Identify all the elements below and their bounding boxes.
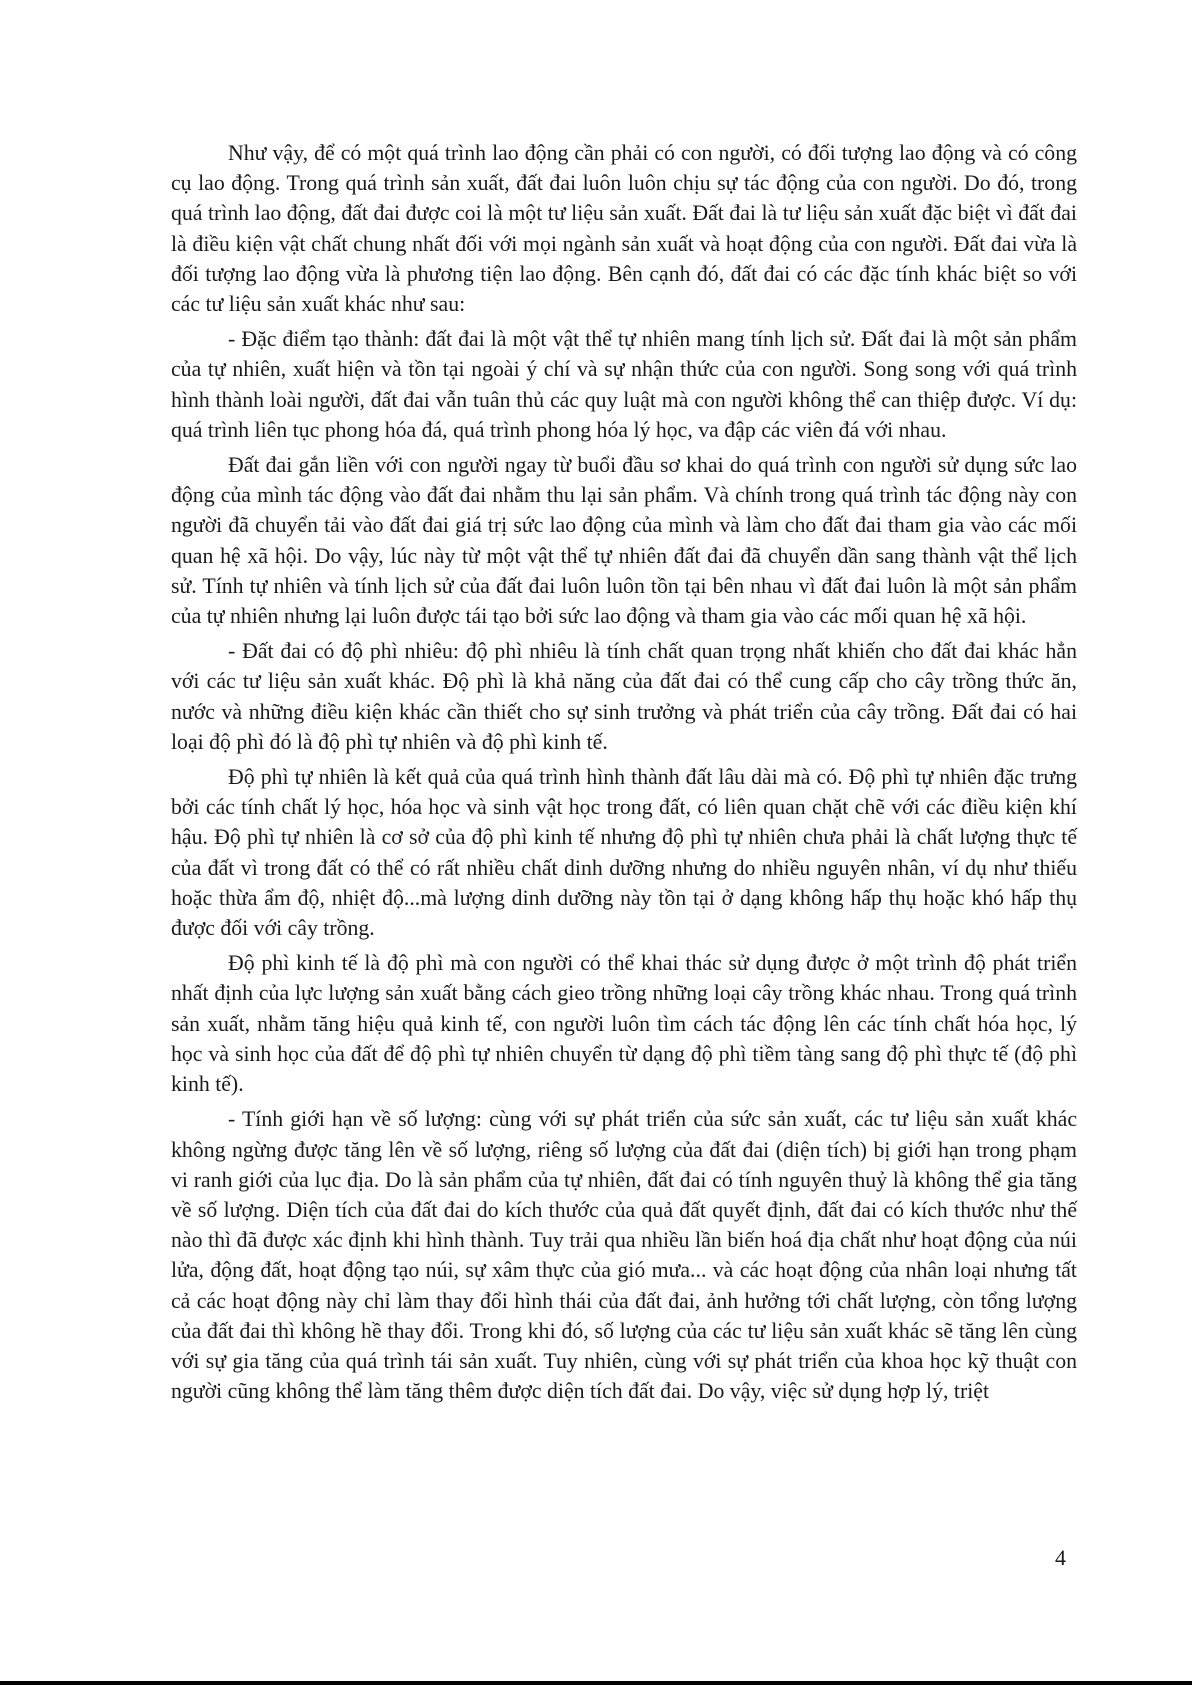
paragraph: Như vậy, để có một quá trình lao động cần phải có con người, có đối tượng lao động và có công cụ lao động. Trong quá trình sản xuất, đất đai luôn luôn chịu sự tác động của con người. Do đó, trong quá trình lao động, đất đai được coi là một tư liệu sản xuất. Đất đai là tư liệu sản xuất đặc biệt vì đất đai là điều kiện vật chất chung nhất đối với mọi ngành sản xuất và hoạt động của con người. Đất đai vừa là đối tượng lao động vừa là phương tiện lao động. Bên cạnh đó, đất đai có các đặc tính khác biệt so với các tư liệu sản xuất khác như sau:	[171, 141, 1077, 317]
paragraph: - Đặc điểm tạo thành: đất đai là một vật thể tự nhiên mang tính lịch sử. Đất đai là một sản phẩm của tự nhiên, xuất hiện và tồn tại ngoài ý chí và sự nhận thức của con người. Song song với quá trình hình thành loài người, đất đai vẫn tuân thủ các quy luật mà con người không thể can thiệp được. Ví dụ: quá trình liên tục phong hóa đá, quá trình phong hóa lý học, va đập các viên đá với nhau.	[171, 327, 1077, 442]
paragraph: Độ phì tự nhiên là kết quả của quá trình hình thành đất lâu dài mà có. Độ phì tự nhiên đặc trưng bởi các tính chất lý học, hóa học và sinh vật học trong đất, có liên quan chặt chẽ với các điều kiện khí hậu. Độ phì tự nhiên là cơ sở của độ phì kinh tế nhưng độ phì tự nhiên chưa phải là chất lượng thực tế của đất vì trong đất có thể có rất nhiều chất dinh dưỡng nhưng do nhiều nguyên nhân, ví dụ như thiếu hoặc thừa ẩm độ, nhiệt độ...mà lượng dinh dưỡng này tồn tại ở dạng không hấp thụ hoặc khó hấp thụ được đối với cây trồng.	[171, 765, 1077, 941]
page-body	[171, 138, 1077, 1411]
paragraph: Đất đai gắn liền với con người ngay từ buổi đầu sơ khai do quá trình con người sử dụng sức lao động của mình tác động vào đất đai nhằm thu lại sản phẩm. Và chính trong quá trình tác động này con người đã chuyển tải vào đất đai giá trị sức lao động của mình và làm cho đất đai tham gia vào các mối quan hệ xã hội. Do vậy, lúc này từ một vật thể tự nhiên đất đai đã chuyển dần sang thành vật thể lịch sử. Tính tự nhiên và tính lịch sử của đất đai luôn luôn tồn tại bên nhau vì đất đai luôn là một sản phẩm của tự nhiên nhưng lại luôn được tái tạo bởi sức lao động và tham gia vào các mối quan hệ xã hội.	[171, 453, 1077, 629]
paragraph: - Đất đai có độ phì nhiêu: độ phì nhiêu là tính chất quan trọng nhất khiến cho đất đai khác hẳn với các tư liệu sản xuất khác. Độ phì là khả năng của đất đai có thể cung cấp cho cây trồng thức ăn, nước và những điều kiện khác cần thiết cho sự sinh trưởng và phát triển của cây trồng. Đất đai có hai loại độ phì đó là độ phì tự nhiên và độ phì kinh tế.	[171, 639, 1077, 754]
paragraph: - Tính giới hạn về số lượng: cùng với sự phát triển của sức sản xuất, các tư liệu sản xuất khác không ngừng được tăng lên về số lượng, riêng số lượng của đất đai (diện tích) bị giới hạn trong phạm vi ranh giới của lục địa. Do là sản phẩm của tự nhiên, đất đai có tính nguyên thuỷ là không thể gia tăng về số lượng. Diện tích của đất đai do kích thước của quả đất quyết định, đất đai có kích thước như thế nào thì đã được xác định khi hình thành. Tuy trải qua nhiều lần biến hoá địa chất như hoạt động của núi lửa, động đất, hoạt động tạo núi, sự xâm thực của gió mưa... và các hoạt động của nhân loại nhưng tất cả các hoạt động này chỉ làm thay đổi hình thái của đất đai, ảnh hưởng tới chất lượng, còn tổng lượng của đất đai thì không hề thay đổi. Trong khi đó, số lượng của các tư liệu sản xuất khác sẽ tăng lên cùng với sự gia tăng của quá trình tái sản xuất. Tuy nhiên, cùng với sự phát triển của khoa học kỹ thuật con người cũng không thể làm tăng thêm được diện tích đất đai. Do vậy, việc sử dụng hợp lý, triệt	[171, 1107, 1077, 1404]
paragraph: Độ phì kinh tế là độ phì mà con người có thể khai thác sử dụng được ở một trình độ phát triển nhất định của lực lượng sản xuất bằng cách gieo trồng những loại cây trồng khác nhau. Trong quá trình sản xuất, nhằm tăng hiệu quả kinh tế, con người luôn tìm cách tác động lên các tính chất hóa học, lý học và sinh học của đất để độ phì tự nhiên chuyển từ dạng độ phì tiềm tàng sang độ phì thực tế (độ phì kinh tế).	[171, 951, 1077, 1097]
page-number: 4	[1055, 1545, 1066, 1570]
page-bottom-edge	[0, 1681, 1192, 1685]
